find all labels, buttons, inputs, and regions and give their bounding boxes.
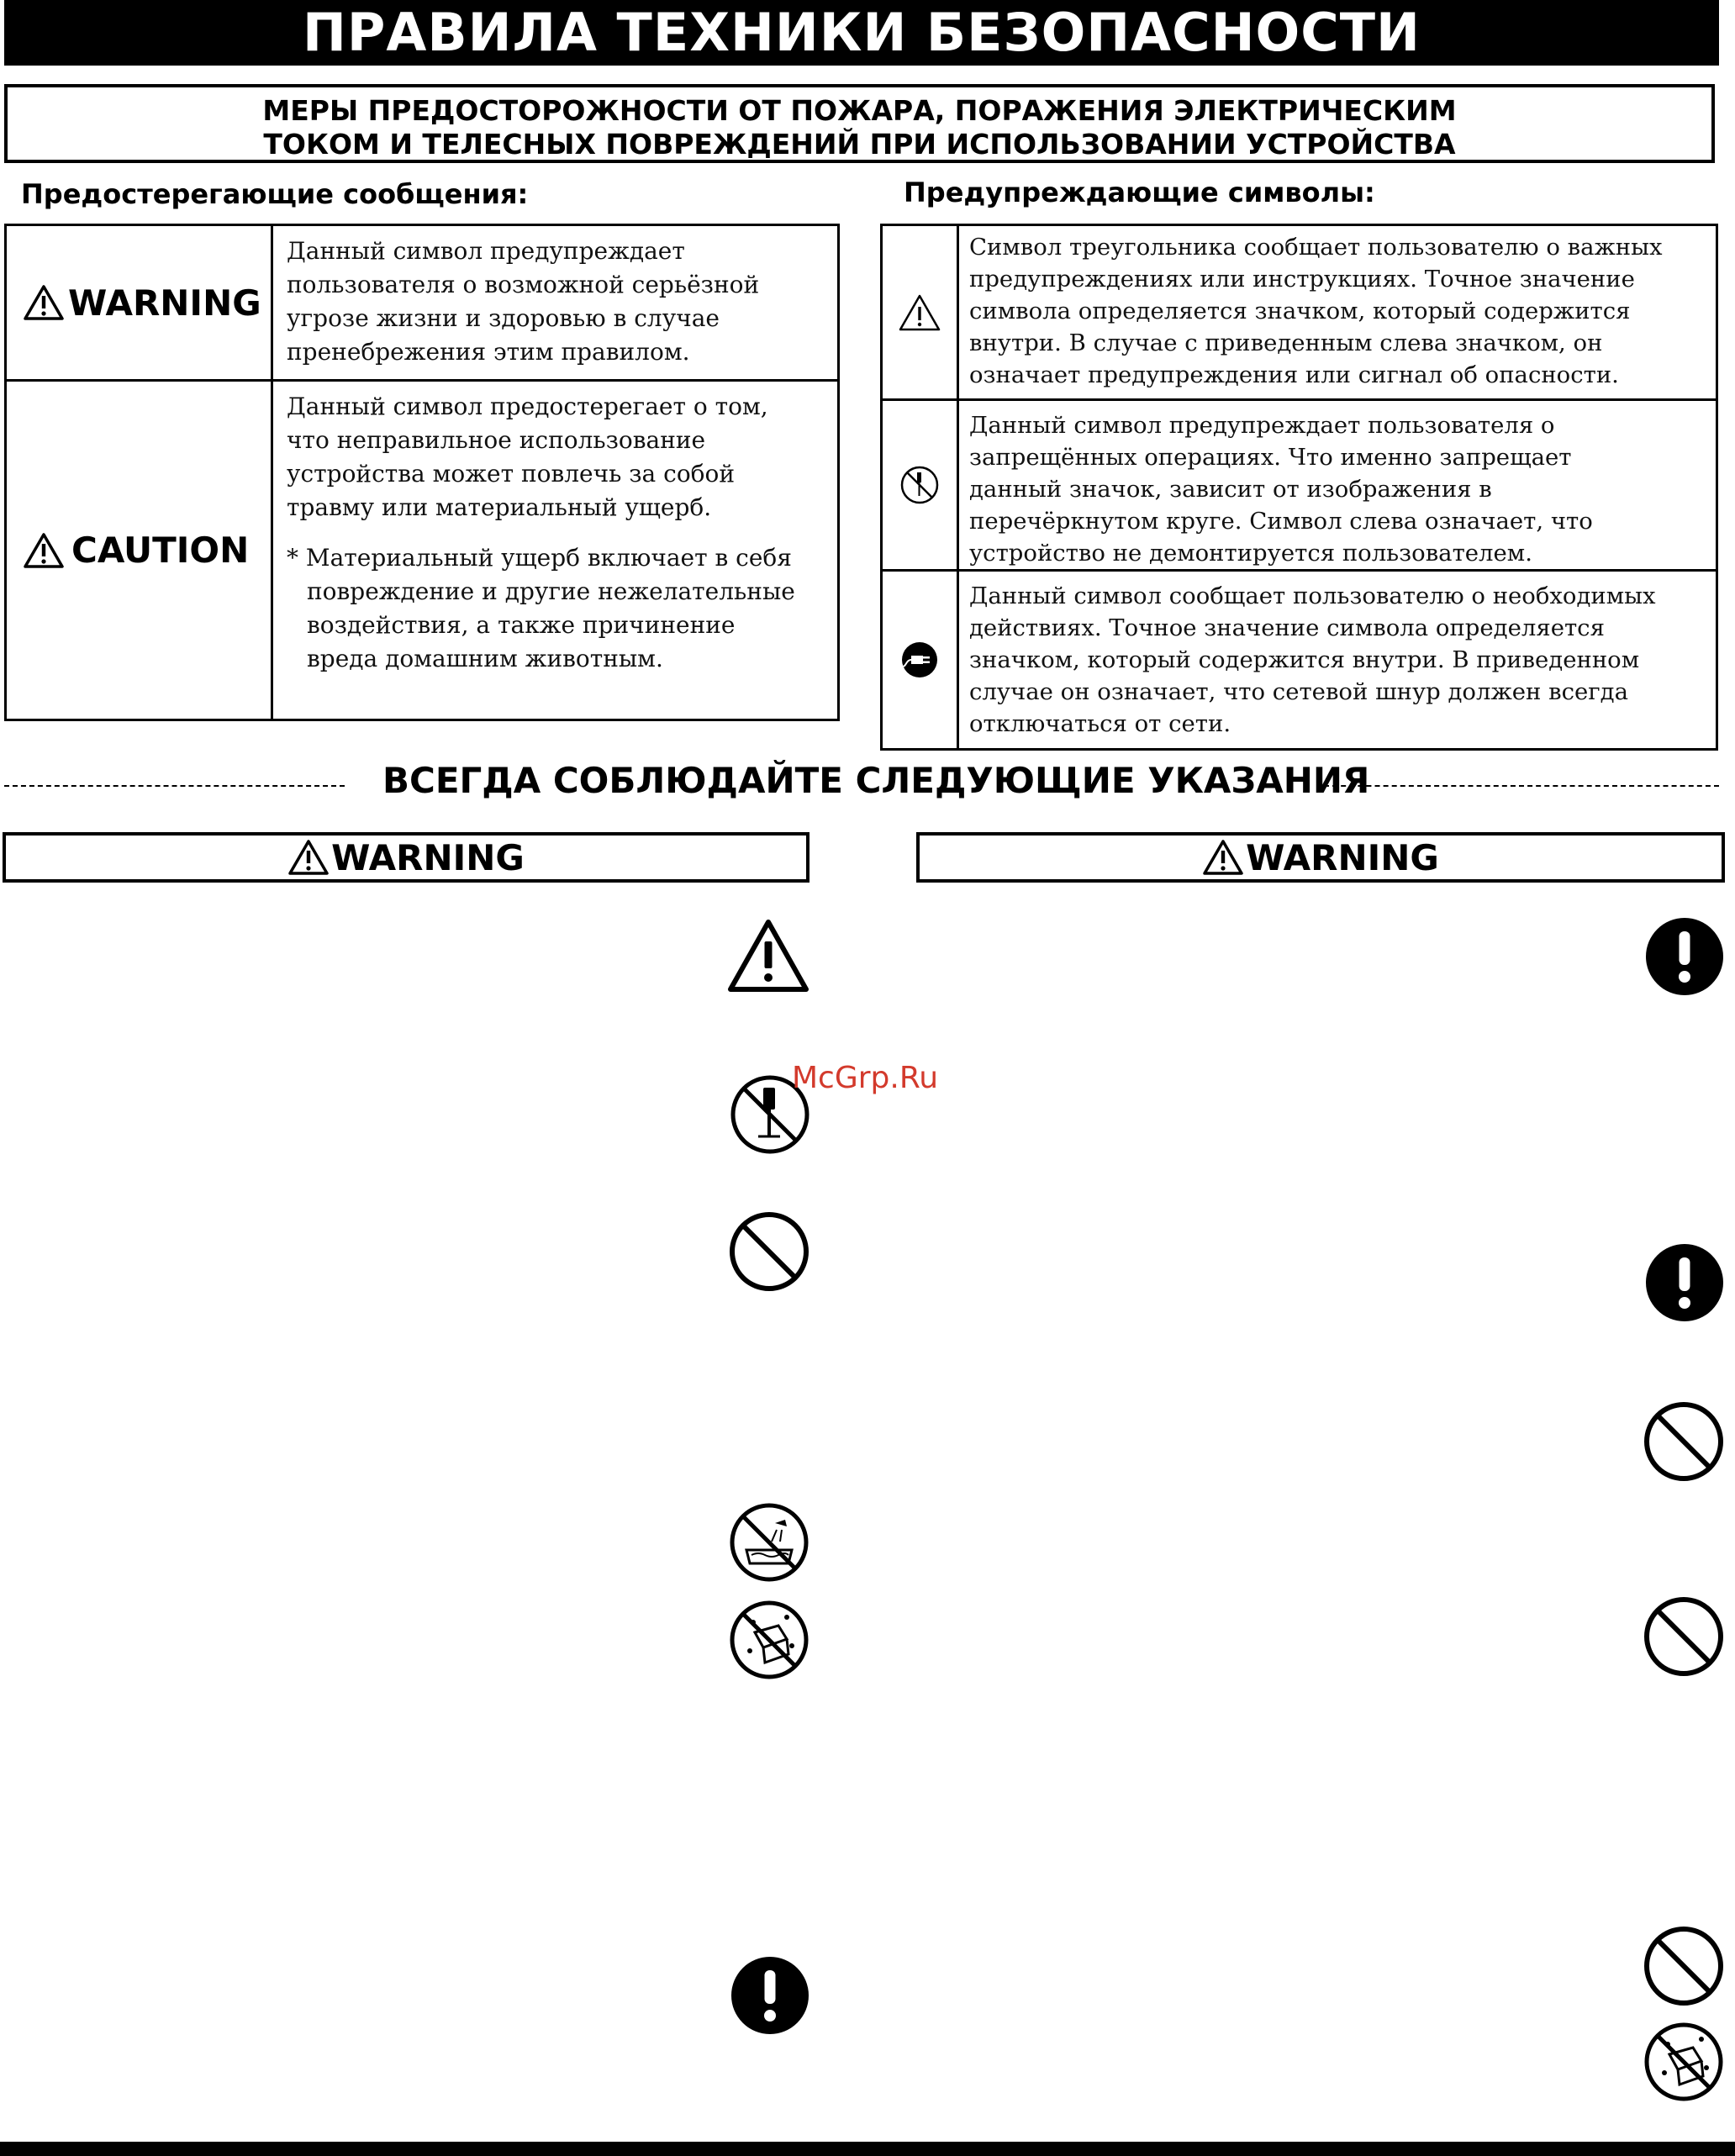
triangle-symbol-cell bbox=[882, 225, 958, 400]
prohibit-text-3: данный значок, зависит от изображения в bbox=[969, 476, 1492, 503]
prohibit-text-4: перечёркнутом круге. Символ слева означает, что bbox=[969, 508, 1593, 535]
caution-label: CAUTION bbox=[71, 530, 250, 571]
left-warning-label: WARNING bbox=[331, 836, 525, 878]
caution-note-4: вреда домашним животным. bbox=[307, 645, 663, 672]
prohibited-icon bbox=[1643, 1595, 1725, 1678]
prohibit-description-cell bbox=[958, 400, 1717, 571]
warning-text-1: Данный символ предупреждает bbox=[287, 237, 685, 265]
notice-line-2: ТОКОМ И ТЕЛЕСНЫХ ПОВРЕЖДЕНИЙ ПРИ ИСПОЛЬЗОВАНИИ УСТРОЙСТВА bbox=[263, 128, 1456, 161]
page-title: ПРАВИЛА ТЕХНИКИ БЕЗОПАСНОСТИ bbox=[4, 0, 1719, 66]
prohibit-text-1: Данный символ предупреждает пользователя о bbox=[969, 412, 1555, 439]
caution-text-1: Данный символ предостерегает о том, bbox=[287, 393, 768, 420]
warning-text-3: угрозе жизни и здоровью в случае bbox=[287, 304, 720, 332]
triangle-text-4: внутри. В случае с приведенным слева значком, он bbox=[969, 329, 1603, 356]
caution-text-2: что неправильное использование bbox=[287, 426, 706, 454]
mandatory-action-icon bbox=[1644, 1242, 1725, 1323]
action-text-3: значком, который содержится внутри. В приведенном bbox=[969, 646, 1640, 673]
no-wet-hands-icon bbox=[728, 1599, 810, 1681]
warning-label: WARNING bbox=[68, 282, 261, 324]
caution-label-cell bbox=[6, 381, 272, 720]
caution-note-1: * Материальный ущерб включает в себя bbox=[287, 544, 792, 572]
mandatory-action-icon bbox=[1644, 916, 1725, 997]
no-disassemble-symbol-icon bbox=[899, 464, 941, 506]
messages-table bbox=[4, 224, 840, 721]
caution-note-2: повреждение и другие нежелательные bbox=[307, 577, 795, 605]
action-text-4: случае он означает, что сетевой шнур должен всегда bbox=[969, 678, 1628, 705]
caution-triangle-symbol-icon bbox=[898, 293, 941, 332]
always-heading: ВСЕГДА СОБЛЮДАЙТЕ СЛЕДУЮЩИЕ УКАЗАНИЯ bbox=[382, 760, 1370, 801]
warning-label-cell bbox=[6, 225, 272, 381]
action-description-cell bbox=[958, 571, 1717, 750]
warning-triangle-icon bbox=[23, 284, 65, 321]
footer-bar bbox=[0, 2142, 1735, 2156]
triangle-text-2: предупреждениях или инструкциях. Точное значение bbox=[969, 266, 1635, 293]
divider-right bbox=[1324, 785, 1719, 787]
unplug-symbol-icon bbox=[899, 640, 940, 680]
action-symbol-cell bbox=[882, 571, 958, 750]
safety-notice-box bbox=[4, 84, 1715, 163]
symbols-table bbox=[880, 224, 1718, 751]
caution-triangle-icon bbox=[23, 532, 65, 569]
triangle-text-5: означает предупреждения или сигнал об опасности. bbox=[969, 361, 1619, 388]
caution-text-3: устройства может повлечь за собой bbox=[287, 460, 736, 488]
notice-line-1: МЕРЫ ПРЕДОСТОРОЖНОСТИ ОТ ПОЖАРА, ПОРАЖЕНИЯ ЭЛЕКТРИЧЕСКИМ bbox=[262, 94, 1457, 127]
action-text-5: отключаться от сети. bbox=[969, 710, 1231, 737]
prohibit-symbol-cell bbox=[882, 400, 958, 571]
prohibited-icon bbox=[1643, 1925, 1725, 2007]
prohibited-icon bbox=[728, 1210, 810, 1293]
action-text-1: Данный символ сообщает пользователю о необходимых bbox=[969, 582, 1656, 609]
prohibited-icon bbox=[1643, 1400, 1725, 1483]
action-text-2: действиях. Точное значение символа определяется bbox=[969, 614, 1605, 641]
warning-triangle-icon bbox=[287, 839, 330, 876]
right-warning-label: WARNING bbox=[1246, 836, 1439, 878]
divider-left bbox=[4, 785, 345, 787]
mandatory-action-icon bbox=[730, 1955, 810, 2036]
no-water-bath-icon bbox=[728, 1501, 810, 1584]
triangle-description-cell bbox=[958, 225, 1717, 400]
left-warning-bar bbox=[3, 832, 809, 883]
caution-triangle-icon bbox=[726, 918, 810, 994]
warning-triangle-icon bbox=[1202, 839, 1244, 876]
caution-text-4: травму или материальный ущерб. bbox=[287, 493, 712, 521]
no-wet-hands-icon bbox=[1643, 2021, 1725, 2103]
warning-text-2: пользователя о возможной серьёзной bbox=[287, 271, 760, 298]
right-warning-bar bbox=[916, 832, 1725, 883]
warning-description-cell bbox=[272, 225, 839, 381]
prohibit-text-5: устройство не демонтируется пользователем. bbox=[969, 540, 1532, 567]
caution-description-cell bbox=[272, 381, 839, 720]
prohibit-text-2: запрещённых операциях. Что именно запрещает bbox=[969, 444, 1572, 471]
triangle-text-3: символа определяется значком, который содержится bbox=[969, 298, 1631, 324]
symbols-heading: Предупреждающие символы: bbox=[904, 177, 1375, 208]
messages-heading: Предостерегающие сообщения: bbox=[21, 178, 529, 210]
warning-text-4: пренебрежения этим правилом. bbox=[287, 338, 690, 366]
caution-note-3: воздействия, а также причинение bbox=[307, 611, 736, 639]
triangle-text-1: Символ треугольника сообщает пользователю о важных bbox=[969, 234, 1663, 261]
watermark: McGrp.Ru bbox=[792, 1061, 939, 1095]
